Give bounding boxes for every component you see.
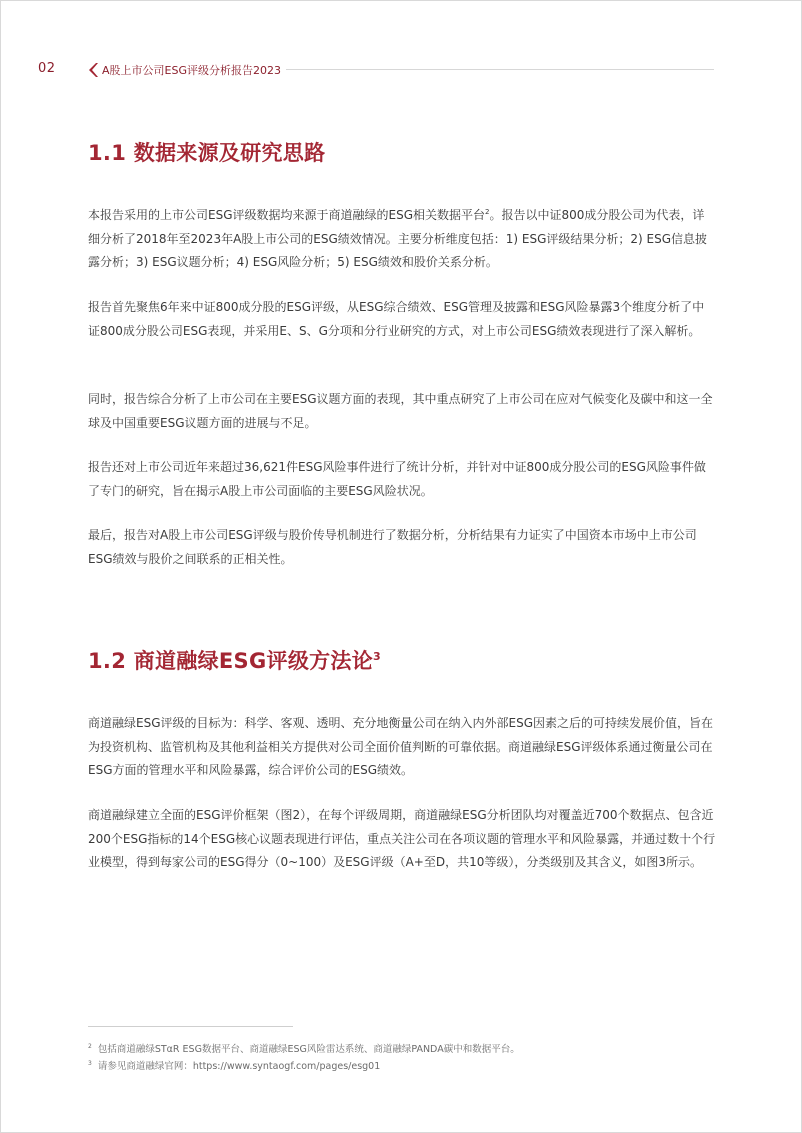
paragraph-1-1-3: 同时，报告综合分析了上市公司在主要ESG议题方面的表现，其中重点研究了上市公司在应对气候变化及碳中和这一全球及中国重要ESG议题方面的进展与不足。 <box>88 392 713 430</box>
section-heading-1-1: 1.1 数据来源及研究思路 <box>88 141 326 165</box>
footnote-ref: 2 <box>485 208 490 216</box>
section-heading-text: 1.2 商道融绿ESG评级方法论 <box>88 649 374 673</box>
paragraph-1-2-1: 商道融绿ESG评级的目标为：科学、客观、透明、充分地衡量公司在纳入内外部ESG因素之后的可持续发展价值，旨在为投资机构、监管机构及其他利益相关方提供对公司全面价值判断的可靠依据。商道融绿ESG评级体系通过衡量公司在ESG方面的管理水平和风险暴露，综合评价公司的ESG绩效。 <box>88 716 714 777</box>
paragraph-text: 本报告采用的上市公司ESG评级数据均来源于商道融绿的ESG相关数据平台 <box>88 208 485 222</box>
paragraph-1-1-2: 报告首先聚焦6年来中证800成分股的ESG评级，从ESG综合绩效、ESG管理及披露和ESG风险暴露3个维度分析了中证800成分股公司ESG表现，并采用E、S、G分项和分行业研究的方式，对上市公司ESG绩效表现进行了深入解析。 <box>88 300 705 338</box>
paragraph-1-2-2: 商道融绿建立全面的ESG评价框架（图2），在每个评级周期，商道融绿ESG分析团队均对覆盖近700个数据点、包含近200个ESG指标的14个ESG核心议题表现进行评估，重点关注公司在各项议题的管理水平和风险暴露，并通过数十个行业模型，得到每家公司的ESG得分（0~100）及ESG评级（A+至D，共10等级），分类级别及其含义，如图3所示。 <box>88 808 716 869</box>
paragraph-text: 。报告以中证800成分股公司为代表，详细分析了2018年至2023年A股上市公司的ESG绩效情况。主要分析维度包括：1) ESG评级结果分析；2) ESG信息披露分析；3) ESG议题分析；4) ESG风险分析；5) ESG绩效和股价关系分析。 <box>88 208 708 269</box>
footnote-marker: 3 <box>88 1059 92 1067</box>
footnote-divider <box>88 1026 293 1027</box>
chevron-mark-icon <box>88 63 98 77</box>
report-title: A股上市公司ESG评级分析报告2023 <box>102 64 281 77</box>
paragraph-1-1-4: 报告还对上市公司近年来超过36,621件ESG风险事件进行了统计分析，并针对中证800成分股公司的ESG风险事件做了专门的研究，旨在揭示A股上市公司面临的主要ESG风险状况。 <box>88 460 706 498</box>
footnote-2 <box>88 1041 520 1055</box>
header-divider <box>286 69 714 70</box>
paragraph-1-1-5: 最后，报告对A股上市公司ESG评级与股价传导机制进行了数据分析，分析结果有力证实了中国资本市场中上市公司ESG绩效与股价之间联系的正相关性。 <box>88 528 697 566</box>
footnote-text: 请参见商道融绿官网：https://www.syntaogf.com/pages/esg01 <box>97 1061 381 1072</box>
footnote-text: 包括商道融绿STαR ESG数据平台、商道融绿ESG风险雷达系统、商道融绿PANDA碳中和数据平台。 <box>97 1044 520 1055</box>
section-heading-1-2 <box>88 645 381 675</box>
paragraph-1-1-1 <box>88 204 716 275</box>
footnote-3 <box>88 1058 380 1072</box>
page-number: 02 <box>38 61 56 76</box>
footnote-marker: 2 <box>88 1042 92 1050</box>
footnote-ref: 3 <box>373 650 381 663</box>
page-header <box>38 60 714 80</box>
